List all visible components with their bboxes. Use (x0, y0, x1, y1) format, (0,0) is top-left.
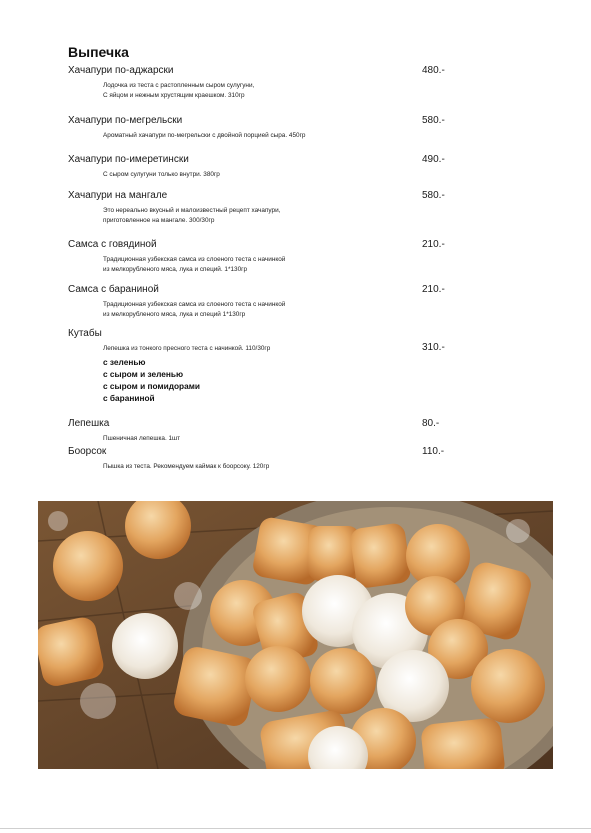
item-price: 110.- (422, 446, 445, 457)
item-description: Лодочка из теста с растопленным сыром сулугуни, С яйцом и нежным хрустящим краешком. 310гр (103, 82, 255, 99)
menu-item-kutaby[interactable] (68, 328, 458, 404)
variant-option[interactable]: с сыром и помидорами (103, 381, 200, 391)
item-price: 80.- (422, 418, 440, 429)
item-description: С сыром сулугуни только внутри. 380гр (103, 171, 220, 178)
pastry-photo (38, 501, 553, 769)
item-name: Боорсок (68, 446, 107, 457)
item-description: Пшеничная лепешка. 1шт (103, 435, 181, 442)
item-description: Это нереально вкусный и малоизвестный рецепт хачапури, приготовленное на мангале. 300/30гр (103, 207, 281, 224)
item-name: Лепешка (68, 418, 110, 429)
variant-option[interactable]: с бараниной (103, 393, 155, 403)
item-name: Хачапури на мангале (68, 190, 168, 201)
item-name: Самса с бараниной (68, 284, 159, 295)
menu-item-khachapuri-megrelian[interactable] (68, 115, 458, 141)
menu-item-khachapuri-adjarian[interactable] (68, 65, 458, 101)
menu-item-khachapuri-mangal[interactable] (68, 190, 458, 226)
item-description: Пышка из теста. Рекомендуем каймак к боорсоку. 120гр (103, 463, 270, 470)
item-price: 210.- (422, 284, 445, 295)
item-name: Кутабы (68, 328, 102, 339)
item-name: Хачапури по-аджарски (68, 65, 174, 76)
item-name: Хачапури по-мегрельски (68, 115, 183, 126)
section-title: Выпечка (68, 44, 129, 60)
menu-item-khachapuri-imeretian[interactable] (68, 154, 458, 180)
item-price: 480.- (422, 65, 445, 76)
variant-option[interactable]: с сыром и зеленью (103, 369, 184, 379)
menu-item-lepeshka[interactable] (68, 418, 458, 444)
item-name: Самса с говядиной (68, 239, 157, 250)
item-price: 580.- (422, 115, 445, 126)
item-description: Ароматный хачапури по-мегрельски с двойной порцией сыра. 450гр (103, 132, 306, 139)
item-description: Лепешка из тонкого пресного теста с начинкой. 110/30гр (103, 345, 271, 352)
menu-item-boorsok[interactable] (68, 446, 458, 472)
menu-item-samsa-beef[interactable] (68, 239, 458, 275)
item-price: 490.- (422, 154, 445, 165)
pastry-illustration (38, 501, 553, 769)
item-name: Хачапури по-имеретински (68, 154, 189, 165)
variant-option[interactable]: с зеленью (103, 357, 146, 367)
menu-item-samsa-lamb[interactable] (68, 284, 458, 320)
item-description: Традиционная узбекская самса из слоеного теста с начинкой из мелкорубленого мяса, лука и специй 1*130гр (103, 301, 286, 318)
item-price: 580.- (422, 190, 445, 201)
item-description: Традиционная узбекская самса из слоеного теста с начинкой из мелкорубленого мяса, лука и специй. 1*130гр (103, 256, 286, 273)
item-price: 310.- (422, 342, 445, 353)
item-variants (103, 356, 458, 404)
page-bottom-border (0, 828, 591, 829)
item-price: 210.- (422, 239, 445, 250)
